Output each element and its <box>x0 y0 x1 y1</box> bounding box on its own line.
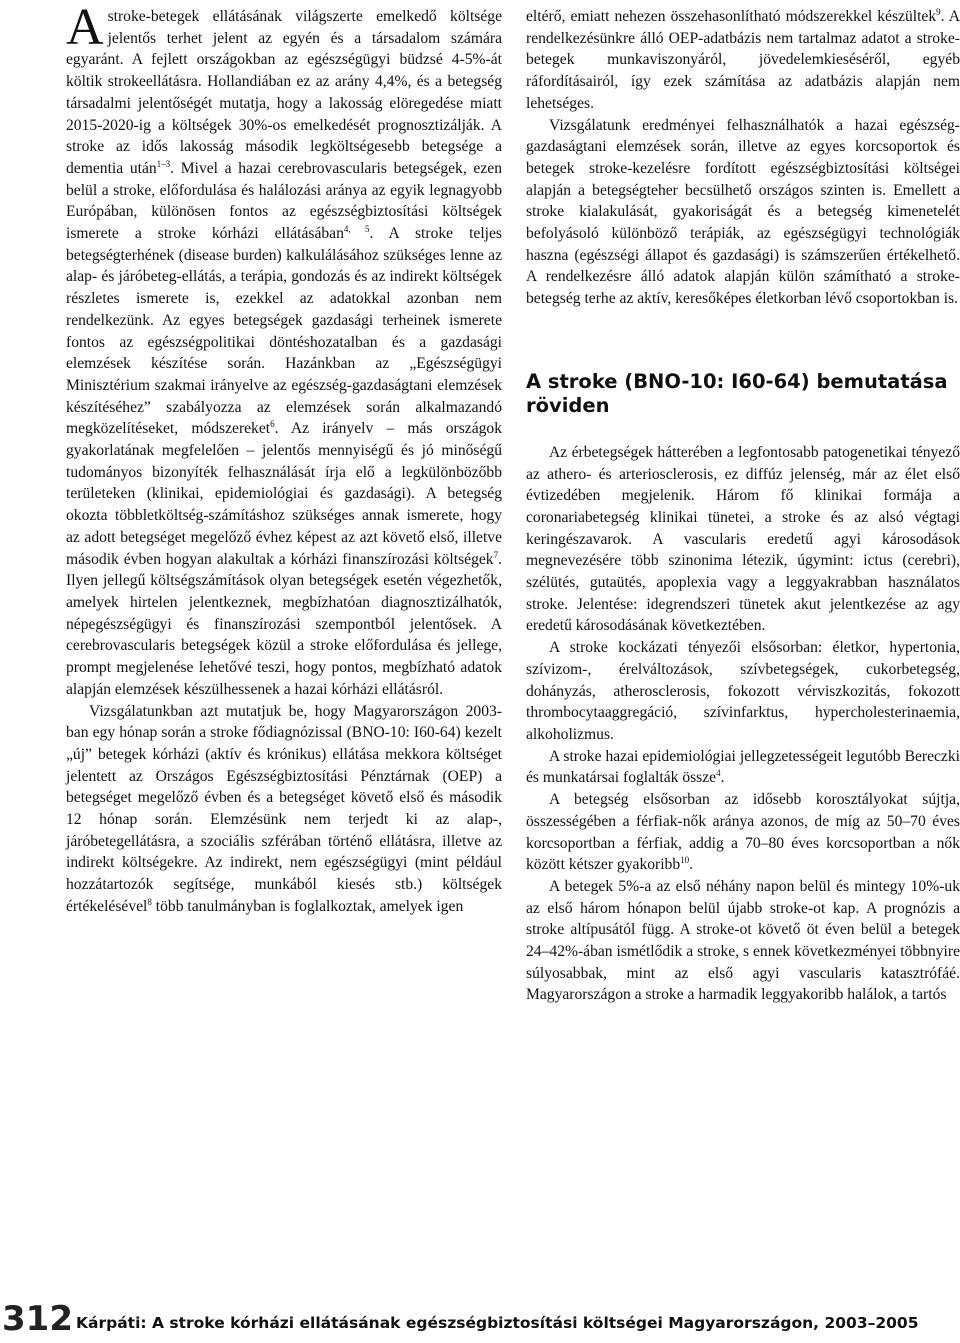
right-column <box>526 6 960 1006</box>
body-paragraph: A stroke hazai epidemiológiai jellegzetességeit legutóbb Bereczki és munkatársai foglalták össze$^4$. <box>526 747 960 787</box>
page-footer <box>0 1295 960 1343</box>
running-head: Kárpáti: A stroke kórházi ellátásának egészségbiztosítási költségei Magyarországon, 2003–2005 <box>76 1314 919 1332</box>
drop-cap: A <box>66 0 104 56</box>
citation: 1–3 <box>156 158 171 169</box>
citation: 6 <box>270 419 275 430</box>
body-paragraph: A betegség elsősorban az idősebb korosztályokat sújtja, összességében a férfiak-nők aránya azonos, de míg az 50–70 éves korcsoportban a férfiak, addig a 70–80 éves korcsoportban a nők között kétszer gyakoribb$^{10}$. <box>526 791 960 874</box>
body-paragraph: Vizsgálatunkban azt mutatjuk be, hogy Magyarországon 2003-ban egy hónap során a stroke fődiagnózissal (BNO-10: I60-64) kezelt „új” betegek kórházi (aktív és krónikus) ellátása mekkora költséget jelentett az Országos Egészségbiztosítási Pénztárnak (OEP) a betegséget megelőző évben és a betegséget követő első és második 12 hónap során. Elemzésünk nem terjedt ki az alap-, járóbetegellátásra, a szociális szférában történő ellátásra, illetve az indirekt költségekre. Az indirekt, nem egészségügyi (mint például hozzátartozók segítsége, munkából kiesés stb.) költségek értékelésével$^8$ több tanulmányban is foglalkoztak, amelyek igen <box>66 702 502 915</box>
citation: 7 <box>493 549 499 560</box>
page-number: 312 <box>2 1299 73 1339</box>
body-paragraph: Vizsgálatunk eredményei felhasználhatók a hazai egészség-gazdaságtani elemzések során, illetve az egyes korcsoportok és betegek stroke-kezelésre fordított egészségbiztosítási költségei alapján a betegségteher becsülhető országos szinten is. Emellett a stroke kialakulását, gyakoriságát és a betegség kimenetelét befolyásoló különböző terápiák, az egészségügyi technológiák haszna (egészségi állapot és gazdasági) is számszerűen értékelhető. A rendelkezésre álló adatok alapján külön számítható a stroke-betegség terhe az aktív, keresőképes életkorban lévő csoportokban is. <box>526 116 960 308</box>
body-paragraph: Az érbetegségek hátterében a legfontosabb patogenetikai tényező az athero- és arteriosclerosis, ez diffúz jelenség, már az élet első évtizedében megjelenik. Három fő klinikai formája a coronariabetegség klinikai tünetei, a stroke és az alsó végtagi keringészavarok. A vascularis eredetű agyi károsodások megnevezésére több szinonima létezik, úgymint: ictus (cerebri), szélütés, gutaütés, apoplexia vagy a leggyakrabban használatos stroke. Jelentése: idegrendszeri tünetek akut jelentkezése az agy eredetű károsodásának következtében. <box>526 443 960 635</box>
citation: 10 <box>680 855 690 866</box>
left-column <box>66 0 503 918</box>
body-paragraph: A stroke kockázati tényezői elsősorban: életkor, hypertonia, szívizom-, érelváltozások, szívbetegségek, cukorbetegség, dohányzás, atherosclerosis, fokozott vérviszkozitás, fokozott thrombocytaaggregáció, szívinfarktus, hypercholesterinaemia, alkoholizmus. <box>526 639 960 743</box>
intro-paragraph: Astroke-betegek ellátásának világszerte emelkedő költsége jelentős terhet jelent az egyén és a társadalom számára egyaránt. A fejlett országokban az egészségügyi büdzsé 4-5%-át költik strokeellátásra. Hollandiában ez az arány 4,4%, és a betegség társadalmi jelentőségét mutatja, hogy a lakosság elöregedése miatt 2015-2020-ig a költségek 30%-os emelkedését prognosztizálják. A stroke az idős lakosság második legköltségesebb betegsége a dementia után$^{1-3}$. Mivel a hazai cerebrovascularis betegségek, ezen belül a stroke, előfordulása és halálozási aránya az egyik legnagyobb Európában, különösen fontos az egészségbiztosítási költségek ismerete a stroke kórházi ellátásában$^{4, 5}$. A stroke teljes betegségterhének (disease burden) kalkulálásához szükséges lenne az alap- és járóbeteg-ellátás, a terápia, gondozás és az indirekt költségek részletes ismerete is, ezekkel az adatokkal azonban nem rendelkezünk. Az egyes betegségek gazdasági terheinek ismerete fontos az egészségpolitikai döntéshozatalban és a gazdasági elemzések készítése során. Hazánkban az „Egészségügyi Minisztérium szakmai irányelve az egészség-gazdaságtani elemzések készítéséhez” szabályozza az elemzések során alkalmazandó megközelítéseket, módszereket$^6$. Az irányelv – más országok gyakorlatának megfelelően – jelentős mennyiségű és jó minőségű tudományos bizonyíték felhasználását írja elő a legkülönbözőbb területeken (klinikai, epidemiológiai és gazdasági). A betegség okozta többletköltség-számításhoz szükséges annak ismerete, hogy az adott betegséget megelőző évhez képest az azt követő első, illetve második évben hogyan alakultak a kórházi finanszírozási költségek$^7$. Ilyen jellegű költségszámítások olyan betegségek esetén végezhetők, amelyek hirtelen jelentkeznek, megbízhatóan diagnosztizálhatók, népegészségügyi és finanszírozási szempontból jelentősek. A cerebrovascularis betegségek közül a stroke előfordulása és jellege, prompt megjelenése lehetővé teszi, hogy pontos, megbízható adatok alapján elemzések készülhessenek a hazai kórházi ellátásról. <box>66 0 503 698</box>
body-paragraph: A betegek 5%-a az első néhány napon belül és mintegy 10%-uk az első három hónapon belül újabb stroke-ot kap. A prognózis a stroke altípusától függ. A stroke-ot követő öt éven belül a betegek 24–42%-ában ismétlődik a stroke, s ennek következményei többnyire súlyosabbak, mint az első agyi vascularis katasztrófáé. Magyarországon a stroke a harmadik leggyakoribb halálok, a tartós <box>526 877 960 1004</box>
citation: 4 <box>716 768 721 779</box>
citation: 9 <box>936 7 941 17</box>
citation: 8 <box>147 896 152 907</box>
citation: 4, 5 <box>343 224 370 235</box>
body-paragraph: eltérő, emiatt nehezen összehasonlítható módszerekkel készültek$^9$. A rendelkezésünkre álló OEP-adatbázis nem tartalmaz adatot a stroke-betegek munkaviszonyáról, jövedelemkieséséről, egyéb ráfordításairól, így ezek számítása az adatbázis alapján nem lehetséges. <box>526 7 960 112</box>
section-heading: A stroke (BNO-10: I60-64) bemutatása röviden <box>526 369 948 417</box>
